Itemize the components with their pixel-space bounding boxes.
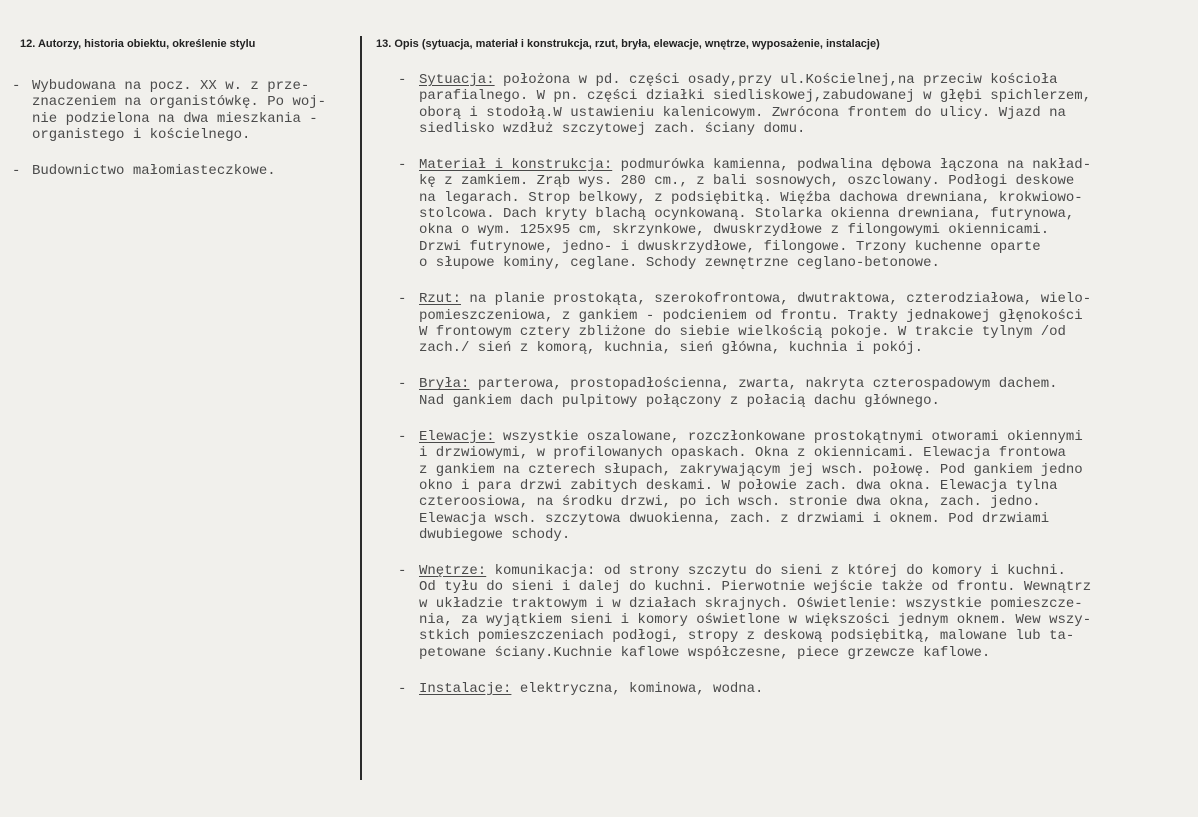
- text-line: Wybudowana na pocz. XX w. z prze-: [32, 78, 310, 94]
- history-column: [12, 78, 357, 199]
- heading-continuation: położona w pd. części osady,przy ul.Kościelnej,na przeciw kościoła: [494, 72, 1058, 88]
- bullet-dash: -: [398, 376, 407, 393]
- text-line: o słupowe kominy, ceglane. Schody zewnętrzne ceglano-betonowe.: [419, 254, 940, 271]
- column-divider: [360, 36, 362, 780]
- text-line: Elewacja wsch. szczytowa dwuokienna, zach. z drzwiami i oknem. Pod drzwiami: [419, 510, 1050, 527]
- text-line: dwubiegowe schody.: [419, 526, 571, 543]
- bullet-dash: -: [398, 291, 407, 308]
- heading-continuation: komunikacja: od strony szczytu do sieni z której do komory i kuchni.: [486, 563, 1066, 580]
- bullet-dash: -: [398, 157, 407, 174]
- bullet-dash: -: [12, 163, 21, 180]
- description-section: [398, 157, 1194, 271]
- bullet-dash: -: [12, 78, 21, 94]
- text-line: zach./ sień z komorą, kuchnia, sień główna, kuchnia i pokój.: [419, 340, 924, 357]
- section-heading: Materiał i konstrukcja:: [419, 157, 613, 174]
- text-line: na legarach. Strop belkowy, z podsiębitką. Więźba dachowa drewniana, krokwiowo-: [419, 189, 1083, 206]
- text-line: [419, 563, 1194, 579]
- text-line: [419, 157, 1194, 173]
- text-line: w układzie traktowym i w działach skrajnych. Oświetlenie: wszystkie pomieszcze-: [419, 595, 1083, 612]
- text-line: kę z zamkiem. Zrąb wys. 280 cm., z bali sosnowych, oszclowany. Podłogi deskowe: [419, 173, 1075, 190]
- section-heading: Instalacje:: [419, 680, 512, 697]
- text-line: Budownictwo małomiasteczkowe.: [32, 163, 276, 180]
- heading-continuation: parterowa, prostopadłościenna, zwarta, nakryta czterospadowym dachem.: [469, 376, 1058, 393]
- text-line: okno i para drzwi zabitych deskami. W połowie zach. dwa okna. Elewacja tylna: [419, 477, 1058, 494]
- section-heading: Bryła:: [419, 376, 470, 393]
- description-section: [398, 681, 1194, 697]
- history-entry: [12, 163, 357, 179]
- text-line: czteroosiowa, na środku drzwi, po ich wsch. stronie dwa okna, zach. jedno.: [419, 494, 1041, 511]
- entry-text: [32, 78, 357, 143]
- bullet-dash: -: [398, 72, 407, 88]
- section-text: [419, 157, 1194, 271]
- description-section: [398, 563, 1194, 661]
- text-line: i drzwiowymi, w profilowanych opaskach. Okna z okiennicami. Elewacja frontowa: [419, 445, 1066, 462]
- heading-continuation: elektryczna, kominowa, wodna.: [511, 680, 764, 697]
- section-text: [419, 681, 1194, 697]
- text-line: petowane ściany.Kuchnie kaflowe współczesne, piece grzewcze kaflowe.: [419, 644, 991, 661]
- section-text: [419, 376, 1194, 409]
- text-line: siedlisko wzdłuż szczytowej zach. ściany domu.: [419, 120, 806, 137]
- section-heading: Elewacje:: [419, 429, 495, 446]
- text-line: Drzwi futrynowe, jedno- i dwuskrzydłowe, filongowe. Trzony kuchenne oparte: [419, 238, 1041, 255]
- text-line: nie podzielona na dwa mieszkania -: [32, 110, 318, 127]
- bullet-dash: -: [398, 429, 407, 446]
- heading-continuation: na planie prostokąta, szerokofrontowa, dwutraktowa, czterodziałowa, wielo-: [461, 291, 1092, 308]
- text-line: [419, 681, 1194, 697]
- text-line: oborą i stodołą.W ustawieniu kalenicowym. Zwrócona frontem do ulicy. Wjazd na: [419, 104, 1066, 121]
- text-line: pomieszczeniowa, z gankiem - podcieniem od frontu. Trakty jednakowej głęnokości: [419, 307, 1083, 324]
- text-line: stolcowa. Dach kryty blachą ocynkowaną. Stolarka okienna drewniana, futrynowa,: [419, 206, 1075, 223]
- heading-continuation: wszystkie oszalowane, rozczłonkowane prostokątnymi otworami okiennymi: [494, 429, 1083, 446]
- text-line: nia, za wyjątkiem sieni i komory oświetlone w większości jednym oknem. Wew wszy-: [419, 612, 1092, 629]
- section-12-header: 12. Autorzy, historia obiektu, określenie stylu: [20, 38, 256, 50]
- text-line: [419, 429, 1194, 445]
- section-text: [419, 72, 1194, 137]
- section-13-header: 13. Opis (sytuacja, materiał i konstrukcja, rzut, bryła, elewacje, wnętrze, wyposażenie, instalacje): [376, 38, 880, 50]
- heading-continuation: podmurówka kamienna, podwalina dębowa łączona na nakład-: [612, 157, 1092, 174]
- section-text: [419, 291, 1194, 356]
- description-section: [398, 429, 1194, 543]
- section-heading: Wnętrze:: [419, 563, 487, 580]
- description-section: [398, 72, 1194, 137]
- text-line: [419, 72, 1194, 88]
- text-line: W frontowym cztery zbliżone do siebie wielkością pokoje. W trakcie tylnym /od: [419, 323, 1066, 340]
- text-line: Nad gankiem dach pulpitowy połączony z połacią dachu głównego.: [419, 392, 940, 409]
- description-column: [398, 72, 1194, 717]
- section-heading: Rzut:: [419, 291, 462, 308]
- text-line: z gankiem na czterech słupach, zakrywającym jej wsch. połowę. Pod gankiem jedno: [419, 461, 1083, 478]
- text-line: parafialnego. W pn. części działki siedliskowej,zabudowanej w głębi spichlerzem,: [419, 88, 1092, 105]
- text-line: Od tyłu do sieni i dalej do kuchni. Pierwotnie wejście także od frontu. Wewnątrz: [419, 579, 1092, 596]
- text-line: [419, 376, 1194, 392]
- bullet-dash: -: [398, 563, 407, 580]
- description-section: [398, 376, 1194, 409]
- text-line: stkich pomieszczeniach podłogi, stropy z deskową podsiębitką, malowane lub ta-: [419, 628, 1075, 645]
- text-line: znaczeniem na organistówkę. Po woj-: [32, 94, 327, 111]
- section-text: [419, 429, 1194, 543]
- section-heading: Sytuacja:: [419, 72, 495, 88]
- text-line: organistego i kościelnego.: [32, 126, 251, 143]
- entry-text: [32, 163, 357, 179]
- text-line: okna o wym. 125x95 cm, skrzynkowe, dwuskrzydłowe z filongowymi okiennicami.: [419, 222, 1050, 239]
- section-text: [419, 563, 1194, 661]
- text-line: [419, 291, 1194, 307]
- history-entry: [12, 78, 357, 143]
- bullet-dash: -: [398, 680, 407, 697]
- description-section: [398, 291, 1194, 356]
